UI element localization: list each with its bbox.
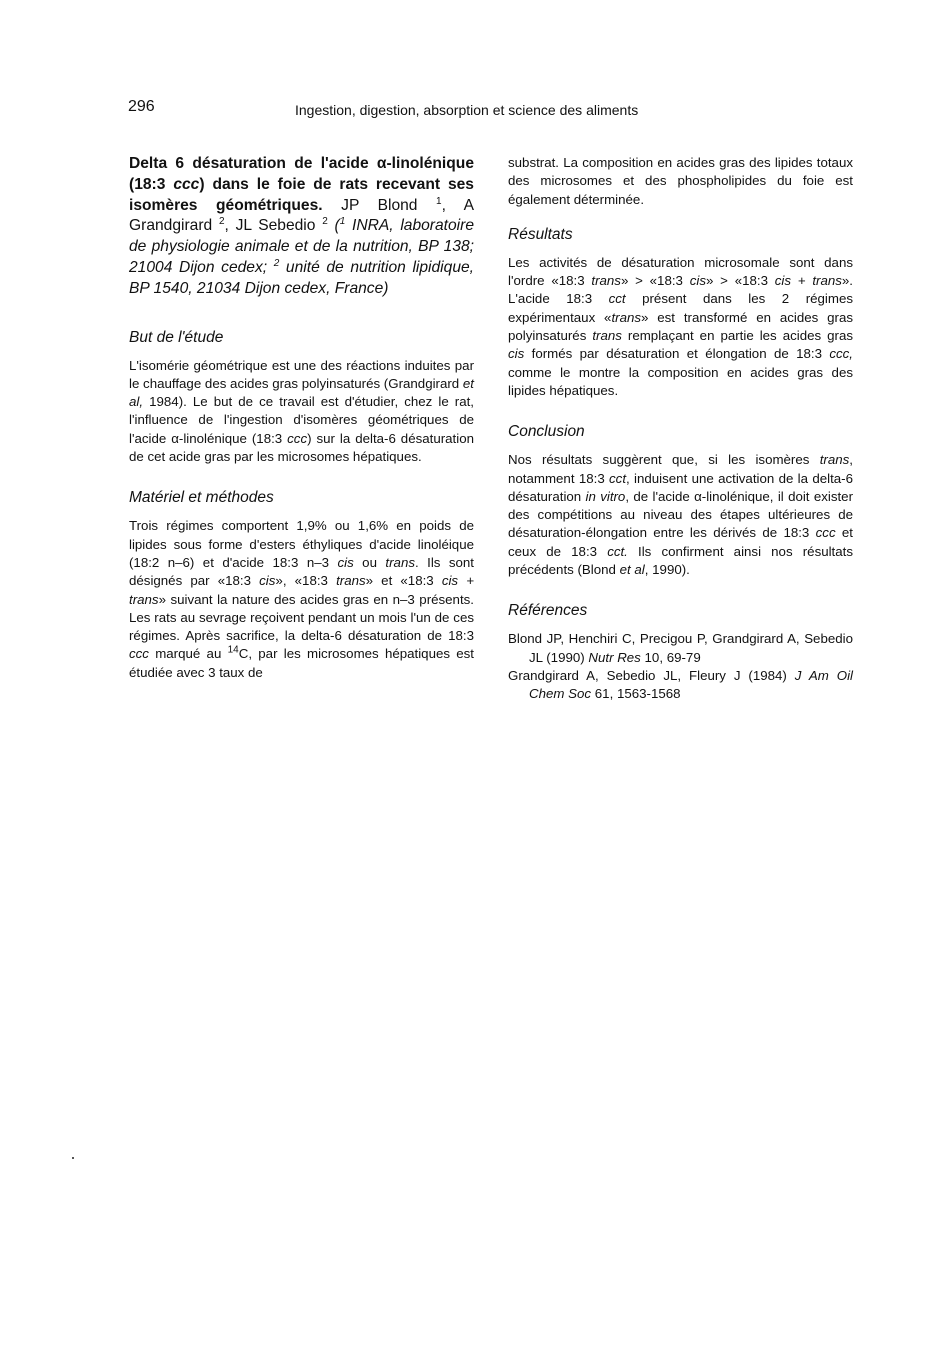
section-body-resultats: Les activités de désaturation microsomale sont dans l'ordre «18:3 trans» > «18:3 cis» > «18:3 cis + trans». L'acide 18:3 cct présent dans les 2 régimes expérimentaux «trans» est transformé en acides gras polyinsaturés trans remplaçant en partie les acides gras cis formés par désaturation et élongation de 18:3 ccc, comme le montre la composition en acides gras des lipides hépatiques.: [508, 254, 853, 398]
section-body-materiel-continued: substrat. La composition en acides gras des lipides totaux des microsomes et des phospholipides du foie est également déterminée.: [508, 155, 853, 207]
journal-section-title: Ingestion, digestion, absorption et science des aliments: [295, 102, 639, 118]
article-header: Delta 6 désaturation de l'acide α-linolénique (18:3 ccc) dans le foie de rats recevant ses isomères géométriques. JP Blond $^1$, A Grandgirard $^2$, JL Sebedio $^2$ ($^1$ INRA, laboratoire de physiologie animale et de la nutrition, BP 138; 21004 Dijon cedex; $^2$ unité de nutrition lipidique, BP 1540, 21034 Dijon cedex, France): [129, 155, 474, 297]
author-blond: JP Blond: [322, 196, 437, 214]
author-grandgirard: , A Grandgirard: [129, 196, 474, 235]
scan-speck: [72, 1157, 74, 1159]
section-heading-but: But de l'étude: [129, 328, 224, 346]
section-body-conclusion: Nos résultats suggèrent que, si les isomères trans, notamment 18:3 cct, induisent une activation de la delta-6 désaturation in vitro, de l'acide α-linolénique, il doit exister des compétitions au niveau des étapes ultérieures de désaturation-élongation entre les dérivés de 18:3 ccc et ceux de 18:3 cct. Ils confirment ainsi nos résultats précédents (Blond et al, 1990).: [508, 452, 853, 578]
section-body-materiel: Trois régimes comportent 1,9% ou 1,6% en poids de lipides sous forme d'esters éthyliques d'acide linoléique (18:2 n–6) et d'acide 18:3 n–3 cis ou trans. Ils sont désignés par «18:3 cis», «18:3 trans» et «18:3 cis + trans» suivant la nature des acides gras en n–3 présents. Les rats au sevrage reçoivent pendant un mois l'un de ces régimes. Après sacrifice, la delta-6 désaturation de 18:3 ccc marqué au $^{14}$C, par les microsomes hépatiques est étudiée avec 3 taux de: [129, 518, 474, 680]
section-body-but: L'isomérie géométrique est une des réactions induites par le chauffage des acides gras polyinsaturés (Grandgirard et al, 1984). Le but de ce travail est d'étudier, chez le rat, l'influence de l'ingestion d'isomères géométriques de l'acide α-linolénique (18:3 ccc) sur la delta-6 désaturation de cet acide gras par les microsomes hépatiques.: [129, 357, 474, 465]
reference-item: Blond JP, Henchiri C, Precigou P, Grandgirard A, Sebedio JL (1990) Nutr Res 10, 69-79: [508, 631, 853, 665]
page-number: 296: [128, 98, 155, 115]
reference-item: Grandgirard A, Sebedio JL, Fleury J (1984) J Am Oil Chem Soc 61, 1563-1568: [508, 667, 853, 702]
article-title: Delta 6 désaturation de l'acide α-linolénique (18:3 ccc) dans le foie de rats recevant ses isomères géométriques.: [129, 155, 474, 214]
right-column: [508, 154, 853, 704]
section-heading-conclusion: Conclusion: [508, 423, 585, 441]
reference-list: [508, 630, 853, 703]
section-heading-resultats: Résultats: [508, 225, 573, 243]
section-heading-references: Références: [508, 602, 588, 620]
running-head: [128, 98, 828, 122]
affiliations: ($^1$ INRA, laboratoire de physiologie animale et de la nutrition, BP 138; 21004 Dijon cedex; $^2$ unité de nutrition lipidique, BP 1540, 21034 Dijon cedex, France): [129, 216, 474, 297]
left-column: [129, 154, 474, 682]
section-heading-materiel: Matériel et méthodes: [129, 489, 274, 507]
author-sebedio: , JL Sebedio: [224, 217, 323, 235]
